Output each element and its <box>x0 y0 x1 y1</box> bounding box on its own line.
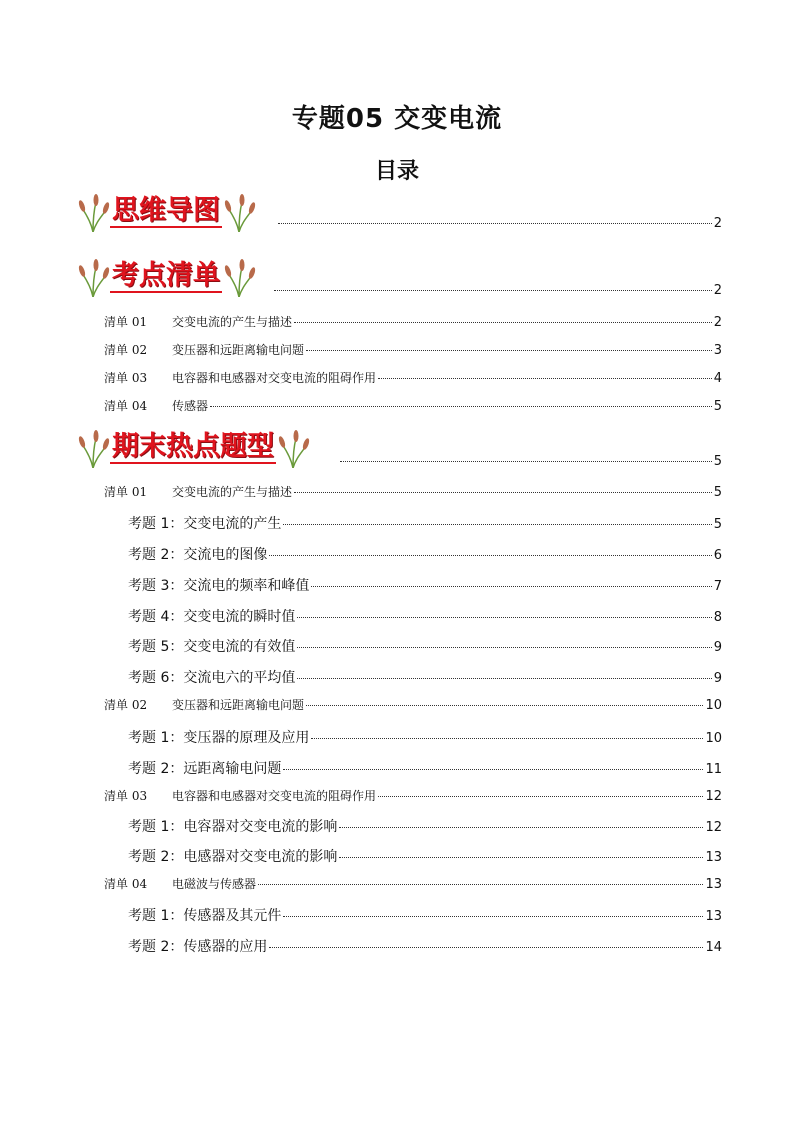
dot-leader <box>306 350 712 351</box>
page-number: 7 <box>713 579 722 594</box>
toc-subentry[interactable] <box>128 544 722 564</box>
page-number: 2 <box>713 283 722 298</box>
entry-code: 清单 01 <box>104 485 148 499</box>
page-number: 9 <box>713 671 722 686</box>
page-number: 6 <box>713 548 722 563</box>
entry-code: 清单 03 <box>104 789 148 803</box>
page-number: 13 <box>705 909 722 924</box>
reed-plant-icon <box>222 192 256 232</box>
page-number: 12 <box>705 820 722 835</box>
dot-leader <box>283 916 703 917</box>
toc-subentry[interactable] <box>128 667 722 687</box>
page-number: 8 <box>713 610 722 625</box>
page-number: 9 <box>713 640 722 655</box>
document-title: 专题05 交变电流 <box>291 104 503 134</box>
section-heading <box>76 188 256 236</box>
page-number: 13 <box>705 877 722 892</box>
dot-leader <box>311 738 703 739</box>
toc-subentry[interactable] <box>128 606 722 626</box>
entry-title: 传感器 <box>172 399 209 413</box>
dot-leader <box>297 647 711 648</box>
entry-title: 考题 4：交变电流的瞬时值 <box>128 609 296 625</box>
toc-entry[interactable] <box>104 369 722 389</box>
dot-leader <box>339 857 703 858</box>
entry-code: 清单 02 <box>104 698 148 712</box>
dot-leader <box>294 322 712 323</box>
section-heading <box>76 424 310 472</box>
dot-leader <box>339 827 703 828</box>
page-number: 12 <box>705 789 722 804</box>
entry-title: 考题 2：电感器对交变电流的影响 <box>128 849 338 865</box>
page-number: 5 <box>713 454 722 469</box>
page-number: 5 <box>713 517 722 532</box>
toc-subentry[interactable] <box>128 513 722 533</box>
section-label: 思维导图 <box>112 195 220 226</box>
entry-code: 清单 04 <box>104 877 148 891</box>
entry-title: 考题 5：交变电流的有效值 <box>128 639 296 655</box>
toc-section-hot-topics[interactable] <box>76 424 726 472</box>
entry-code: 清单 02 <box>104 343 148 357</box>
toc-entry[interactable] <box>104 875 722 895</box>
dot-leader <box>297 617 711 618</box>
entry-code: 清单 04 <box>104 399 148 413</box>
toc-subentry[interactable] <box>128 727 722 747</box>
entry-title: 交变电流的产生与描述 <box>172 315 293 329</box>
reed-plant-icon <box>76 257 110 297</box>
entry-title: 交变电流的产生与描述 <box>172 485 293 499</box>
reed-plant-icon <box>222 257 256 297</box>
entry-title: 电容器和电感器对交变电流的阻碍作用 <box>172 789 377 803</box>
entry-title: 考题 2：交流电的图像 <box>128 547 268 563</box>
entry-title: 电容器和电感器对交变电流的阻碍作用 <box>172 371 377 385</box>
dot-leader <box>283 524 711 525</box>
page-number: 2 <box>713 315 722 330</box>
toc-section-checklist[interactable] <box>76 253 726 301</box>
dot-leader <box>311 586 711 587</box>
dot-leader <box>278 223 712 224</box>
section-leader <box>338 454 722 469</box>
section-leader <box>276 216 722 231</box>
page-number: 5 <box>713 399 722 414</box>
dot-leader <box>378 796 703 797</box>
page-number: 5 <box>713 485 722 500</box>
toc-subentry[interactable] <box>128 575 722 595</box>
toc-entry[interactable] <box>104 787 722 807</box>
entry-title: 电磁波与传感器 <box>172 877 257 891</box>
entry-title: 考题 1：电容器对交变电流的影响 <box>128 819 338 835</box>
page-number: 14 <box>705 940 722 955</box>
toc-entry[interactable] <box>104 313 722 333</box>
entry-title: 考题 2：传感器的应用 <box>128 939 268 955</box>
reed-plant-icon <box>76 192 110 232</box>
reed-plant-icon <box>76 428 110 468</box>
entry-title: 考题 3：交流电的频率和峰值 <box>128 578 310 594</box>
toc-subentry[interactable] <box>128 936 722 956</box>
toc-subentry[interactable] <box>128 758 722 778</box>
page-number: 3 <box>713 343 722 358</box>
entry-title: 考题 2：远距离输电问题 <box>128 761 282 777</box>
dot-leader <box>210 406 712 407</box>
dot-leader <box>297 678 711 679</box>
section-heading <box>76 253 256 301</box>
reed-plant-icon <box>276 428 310 468</box>
dot-leader <box>378 378 712 379</box>
entry-title: 考题 1：传感器及其元件 <box>128 908 282 924</box>
entry-code: 清单 03 <box>104 371 148 385</box>
dot-leader <box>274 290 712 291</box>
page-number: 11 <box>705 762 722 777</box>
toc-subentry[interactable] <box>128 816 722 836</box>
toc-section-mindmap[interactable] <box>76 188 726 236</box>
dot-leader <box>294 492 712 493</box>
dot-leader <box>283 769 703 770</box>
dot-leader <box>340 461 712 462</box>
toc-entry[interactable] <box>104 341 722 361</box>
page-number: 2 <box>713 216 722 231</box>
dot-leader <box>269 555 711 556</box>
entry-title: 考题 1：变压器的原理及应用 <box>128 730 310 746</box>
section-leader <box>272 283 722 298</box>
page-number: 4 <box>713 371 722 386</box>
entry-title: 考题 6：交流电六的平均值 <box>128 670 296 686</box>
toc-subentry[interactable] <box>128 846 722 866</box>
toc-subentry[interactable] <box>128 905 722 925</box>
entry-title: 变压器和远距离输电问题 <box>172 343 305 357</box>
entry-code: 清单 01 <box>104 315 148 329</box>
page-number: 13 <box>705 850 722 865</box>
toc-subentry[interactable] <box>128 636 722 656</box>
entry-title: 变压器和远距离输电问题 <box>172 698 305 712</box>
section-label: 考点清单 <box>112 260 220 291</box>
dot-leader <box>306 705 703 706</box>
dot-leader <box>258 884 703 885</box>
toc-heading: 目录 <box>374 159 419 184</box>
page-number: 10 <box>705 698 722 713</box>
dot-leader <box>269 947 703 948</box>
toc-entry[interactable] <box>104 696 722 716</box>
toc-entry[interactable] <box>104 397 722 417</box>
section-label: 期末热点题型 <box>112 431 274 462</box>
entry-title: 考题 1：交变电流的产生 <box>128 516 282 532</box>
toc-entry[interactable] <box>104 483 722 503</box>
page-number: 10 <box>705 731 722 746</box>
